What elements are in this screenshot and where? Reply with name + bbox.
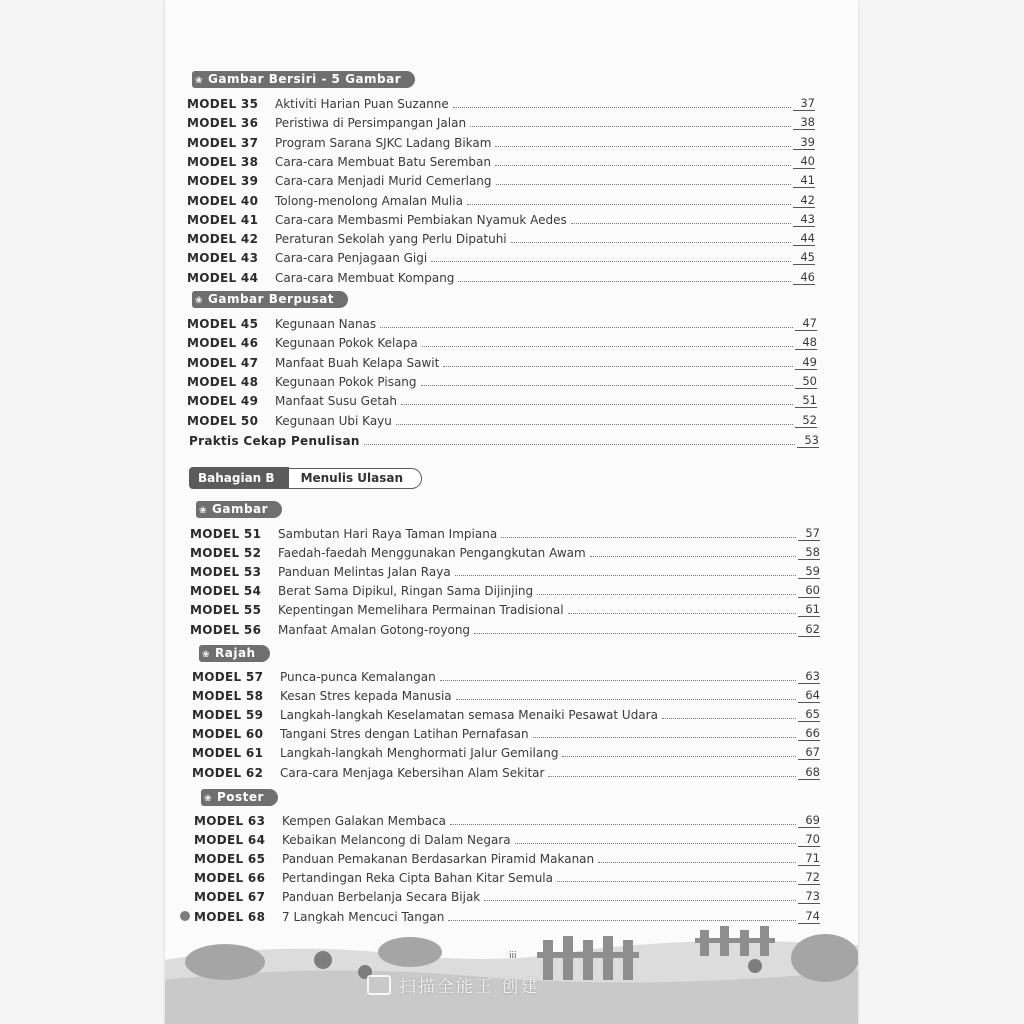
page-number: 53 bbox=[797, 434, 819, 448]
dot-leader bbox=[396, 423, 793, 425]
entry-title: Kegunaan Ubi Kayu bbox=[275, 414, 392, 428]
model-number: MODEL 50 bbox=[187, 414, 259, 428]
toc-entry[interactable] bbox=[190, 523, 820, 541]
entry-title: Punca-punca Kemalangan bbox=[280, 670, 436, 684]
model-number: MODEL 47 bbox=[187, 356, 259, 370]
page-number: 74 bbox=[798, 910, 820, 924]
model-number: MODEL 65 bbox=[194, 852, 266, 866]
entry-title: Kesan Stres kepada Manusia bbox=[280, 689, 452, 703]
page-number: 61 bbox=[798, 603, 820, 617]
page-number: 40 bbox=[793, 155, 815, 169]
section-heading bbox=[192, 71, 415, 88]
toc-entry[interactable] bbox=[192, 742, 820, 760]
page-number: 44 bbox=[793, 232, 815, 246]
dot-leader bbox=[495, 145, 791, 147]
model-number: MODEL 35 bbox=[187, 97, 259, 111]
model-number: MODEL 61 bbox=[192, 746, 264, 760]
toc-entry[interactable] bbox=[187, 332, 817, 350]
entry-title: Program Sarana SJKC Ladang Bikam bbox=[275, 136, 492, 150]
page-folio: iii bbox=[509, 951, 517, 961]
page-number: 62 bbox=[798, 623, 820, 637]
toc-entry[interactable] bbox=[187, 352, 817, 370]
dot-leader bbox=[458, 280, 791, 282]
model-number: MODEL 55 bbox=[190, 603, 262, 617]
dot-leader bbox=[548, 775, 796, 777]
dot-leader bbox=[450, 823, 796, 825]
model-number: MODEL 57 bbox=[192, 670, 264, 684]
toc-entry[interactable] bbox=[190, 580, 820, 598]
page-number: 58 bbox=[798, 546, 820, 560]
dot-leader bbox=[557, 880, 796, 882]
dot-leader bbox=[467, 203, 791, 205]
part-b-title: Menulis Ulasan bbox=[283, 468, 422, 489]
page-number: 66 bbox=[798, 727, 820, 741]
entry-title: Manfaat Buah Kelapa Sawit bbox=[275, 356, 440, 370]
toc-entry[interactable] bbox=[190, 561, 820, 579]
section-heading bbox=[199, 645, 270, 662]
leaf-icon: ❀ bbox=[195, 76, 204, 86]
page-number: 38 bbox=[793, 116, 815, 130]
page-number: 59 bbox=[798, 565, 820, 579]
leaf-icon: ❀ bbox=[195, 296, 204, 306]
model-number: MODEL 54 bbox=[190, 584, 262, 598]
entry-title: Tolong-menolong Amalan Mulia bbox=[275, 194, 463, 208]
section-heading-text: Rajah bbox=[215, 646, 256, 660]
model-number: MODEL 43 bbox=[187, 251, 259, 265]
model-number: MODEL 46 bbox=[187, 336, 259, 350]
toc-entry[interactable] bbox=[194, 829, 820, 847]
page-number: 69 bbox=[798, 814, 820, 828]
toc-entry[interactable] bbox=[192, 685, 820, 703]
toc-entry[interactable] bbox=[187, 247, 815, 265]
dot-leader bbox=[380, 326, 793, 328]
model-number: MODEL 41 bbox=[187, 213, 259, 227]
entry-title: Manfaat Susu Getah bbox=[275, 394, 398, 408]
page-number: 49 bbox=[795, 356, 817, 370]
page-number: 70 bbox=[798, 833, 820, 847]
dot-leader bbox=[501, 536, 796, 538]
model-number: MODEL 36 bbox=[187, 116, 259, 130]
model-number: MODEL 39 bbox=[187, 174, 259, 188]
entry-title: Berat Sama Dipikul, Ringan Sama Dijinjing bbox=[278, 584, 534, 598]
model-number: MODEL 60 bbox=[192, 727, 264, 741]
model-number: MODEL 53 bbox=[190, 565, 262, 579]
entry-title: Tangani Stres dengan Latihan Pernafasan bbox=[280, 727, 529, 741]
dot-leader bbox=[455, 574, 796, 576]
toc-entry[interactable] bbox=[187, 151, 815, 169]
dot-leader bbox=[421, 384, 793, 386]
table-of-contents bbox=[165, 0, 858, 1024]
toc-entry[interactable] bbox=[187, 267, 815, 285]
dot-leader bbox=[422, 345, 793, 347]
page-number: 37 bbox=[793, 97, 815, 111]
dot-leader bbox=[443, 365, 793, 367]
toc-entry[interactable] bbox=[192, 762, 820, 780]
entry-title: Cara-cara Menjaga Kebersihan Alam Sekitar bbox=[280, 766, 545, 780]
page-number: 71 bbox=[798, 852, 820, 866]
page-number: 42 bbox=[793, 194, 815, 208]
toc-entry[interactable] bbox=[187, 313, 817, 331]
section-heading-text: Poster bbox=[217, 790, 264, 804]
dot-leader bbox=[440, 679, 796, 681]
section-heading-text: Gambar Bersiri - 5 Gambar bbox=[208, 72, 402, 86]
dot-leader bbox=[456, 698, 796, 700]
toc-entry[interactable] bbox=[190, 619, 820, 637]
page-number: 63 bbox=[798, 670, 820, 684]
toc-entry[interactable] bbox=[192, 723, 820, 741]
model-number: MODEL 59 bbox=[192, 708, 264, 722]
scanner-logo-icon bbox=[367, 975, 391, 995]
entry-title: Manfaat Amalan Gotong-royong bbox=[278, 623, 471, 637]
dot-leader bbox=[401, 403, 793, 405]
dot-leader bbox=[511, 241, 791, 243]
garden-illustration bbox=[165, 900, 858, 1024]
entry-title: Cara-cara Membasmi Pembiakan Nyamuk Aedes bbox=[275, 213, 567, 227]
model-number: MODEL 64 bbox=[194, 833, 266, 847]
toc-entry[interactable] bbox=[194, 810, 820, 828]
model-number: MODEL 62 bbox=[192, 766, 264, 780]
dot-leader bbox=[533, 736, 796, 738]
entry-title: Sambutan Hari Raya Taman Impiana bbox=[278, 527, 498, 541]
page-number: 64 bbox=[798, 689, 820, 703]
entry-title: Kempen Galakan Membaca bbox=[282, 814, 446, 828]
watermark-text: 扫描全能王 创建 bbox=[399, 977, 540, 997]
dot-leader bbox=[515, 842, 796, 844]
entry-title: Pertandingan Reka Cipta Bahan Kitar Semula bbox=[282, 871, 553, 885]
entry-title: Cara-cara Penjagaan Gigi bbox=[275, 251, 428, 265]
toc-entry[interactable] bbox=[187, 170, 815, 188]
section-heading bbox=[196, 501, 282, 518]
toc-entry[interactable] bbox=[187, 112, 815, 130]
model-number: MODEL 40 bbox=[187, 194, 259, 208]
dot-leader bbox=[470, 125, 791, 127]
page-number: 47 bbox=[795, 317, 817, 331]
page-number: 48 bbox=[795, 336, 817, 350]
practice-entry[interactable] bbox=[189, 430, 819, 448]
dot-leader bbox=[495, 164, 791, 166]
leaf-icon: ❀ bbox=[199, 506, 208, 516]
entry-title: Kegunaan Pokok Kelapa bbox=[275, 336, 418, 350]
model-number: MODEL 56 bbox=[190, 623, 262, 637]
model-number: MODEL 67 bbox=[194, 890, 266, 904]
section-heading-text: Gambar bbox=[212, 502, 269, 516]
page-number: 43 bbox=[793, 213, 815, 227]
entry-title: Cara-cara Membuat Batu Seremban bbox=[275, 155, 491, 169]
toc-entry[interactable] bbox=[194, 867, 820, 885]
entry-title: Panduan Berbelanja Secara Bijak bbox=[282, 890, 481, 904]
entry-title: Panduan Pemakanan Berdasarkan Piramid Makanan bbox=[282, 852, 595, 866]
page-number: 39 bbox=[793, 136, 815, 150]
dot-leader bbox=[568, 612, 796, 614]
toc-entry[interactable] bbox=[192, 704, 820, 722]
dot-leader bbox=[431, 260, 791, 262]
toc-entry[interactable] bbox=[187, 390, 817, 408]
dot-leader bbox=[364, 443, 795, 445]
model-number: MODEL 44 bbox=[187, 271, 259, 285]
page-number: 68 bbox=[798, 766, 820, 780]
entry-title: Langkah-langkah Keselamatan semasa Menaiki Pesawat Udara bbox=[280, 708, 658, 722]
document-page bbox=[165, 0, 858, 1024]
entry-title: Langkah-langkah Menghormati Jalur Gemilang bbox=[280, 746, 559, 760]
part-b-banner bbox=[189, 467, 422, 489]
dot-leader bbox=[562, 755, 796, 757]
model-number: MODEL 51 bbox=[190, 527, 262, 541]
page-number: 52 bbox=[795, 414, 817, 428]
page-number: 50 bbox=[795, 375, 817, 389]
model-number: MODEL 37 bbox=[187, 136, 259, 150]
page-number: 67 bbox=[798, 746, 820, 760]
dot-leader bbox=[474, 632, 796, 634]
scanner-watermark bbox=[367, 972, 539, 997]
dot-leader bbox=[453, 106, 791, 108]
model-number: MODEL 66 bbox=[194, 871, 266, 885]
section-heading bbox=[192, 291, 348, 308]
entry-title: Kegunaan Nanas bbox=[275, 317, 377, 331]
section-heading-text: Gambar Berpusat bbox=[208, 292, 335, 306]
model-number: MODEL 42 bbox=[187, 232, 259, 246]
dot-leader bbox=[662, 717, 796, 719]
toc-entry[interactable] bbox=[187, 228, 815, 246]
page-number: 41 bbox=[793, 174, 815, 188]
entry-title: Cara-cara Membuat Kompang bbox=[275, 271, 455, 285]
page-number: 65 bbox=[798, 708, 820, 722]
toc-entry[interactable] bbox=[187, 190, 815, 208]
page-number: 51 bbox=[795, 394, 817, 408]
part-b-label: Bahagian B bbox=[189, 467, 289, 489]
model-number: MODEL 45 bbox=[187, 317, 259, 331]
page-number: 45 bbox=[793, 251, 815, 265]
section-heading bbox=[201, 789, 278, 806]
dot-leader bbox=[537, 593, 796, 595]
toc-entry[interactable] bbox=[187, 410, 817, 428]
toc-entry[interactable] bbox=[187, 93, 815, 111]
model-number: MODEL 58 bbox=[192, 689, 264, 703]
model-number: MODEL 48 bbox=[187, 375, 259, 389]
entry-title: Panduan Melintas Jalan Raya bbox=[278, 565, 451, 579]
entry-title: Peristiwa di Persimpangan Jalan bbox=[275, 116, 467, 130]
entry-title: Kegunaan Pokok Pisang bbox=[275, 375, 417, 389]
toc-entry[interactable] bbox=[187, 209, 815, 227]
dot-leader bbox=[496, 183, 791, 185]
model-number: MODEL 63 bbox=[194, 814, 266, 828]
leaf-icon: ❀ bbox=[202, 650, 211, 660]
model-number: MODEL 38 bbox=[187, 155, 259, 169]
page-number: 72 bbox=[798, 871, 820, 885]
leaf-icon: ❀ bbox=[204, 794, 213, 804]
entry-title: Kepentingan Memelihara Permainan Tradisional bbox=[278, 603, 564, 617]
entry-title: Peraturan Sekolah yang Perlu Dipatuhi bbox=[275, 232, 507, 246]
model-number: MODEL 68 bbox=[194, 910, 266, 924]
toc-entry[interactable] bbox=[187, 132, 815, 150]
page-number: 60 bbox=[798, 584, 820, 598]
dot-leader bbox=[598, 861, 796, 863]
dot-leader bbox=[590, 555, 796, 557]
entry-title: Kebaikan Melancong di Dalam Negara bbox=[282, 833, 511, 847]
model-number: MODEL 52 bbox=[190, 546, 262, 560]
model-number: MODEL 49 bbox=[187, 394, 259, 408]
entry-title: Aktiviti Harian Puan Suzanne bbox=[275, 97, 449, 111]
entry-title: Cara-cara Menjadi Murid Cemerlang bbox=[275, 174, 492, 188]
dot-leader bbox=[571, 222, 791, 224]
page-number: 46 bbox=[793, 271, 815, 285]
toc-entry[interactable] bbox=[194, 848, 820, 866]
toc-entry[interactable] bbox=[187, 371, 817, 389]
toc-entry[interactable] bbox=[192, 666, 820, 684]
entry-title: 7 Langkah Mencuci Tangan bbox=[282, 910, 445, 924]
entry-title: Faedah-faedah Menggunakan Pengangkutan Awam bbox=[278, 546, 586, 560]
toc-entry[interactable] bbox=[190, 542, 820, 560]
page-number: 73 bbox=[798, 890, 820, 904]
entry-title: Praktis Cekap Penulisan bbox=[189, 434, 360, 448]
page-number: 57 bbox=[798, 527, 820, 541]
toc-entry[interactable] bbox=[190, 599, 820, 617]
